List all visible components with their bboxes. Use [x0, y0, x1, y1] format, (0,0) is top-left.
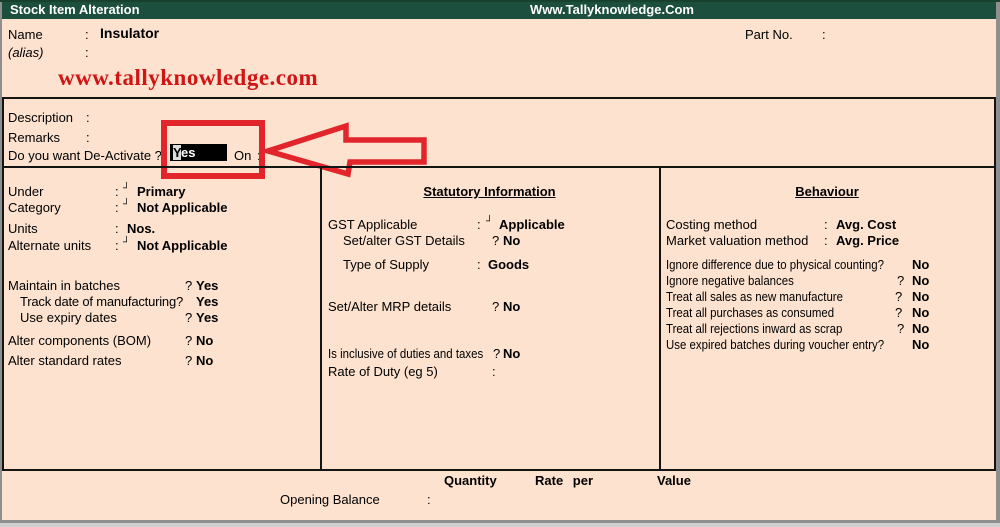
inclusive-duties-field[interactable]: No	[503, 346, 521, 361]
under-field[interactable]: Primary	[137, 184, 186, 199]
set-alter-mrp-q: ?	[492, 299, 500, 314]
part-no-colon: :	[822, 27, 826, 42]
description-label: Description	[8, 110, 74, 125]
divider-sections	[2, 166, 996, 168]
alter-bom-label: Alter components (BOM)	[8, 333, 152, 348]
purchases-consumed-label: Treat all purchases as consumed	[666, 305, 835, 320]
form-border-left	[2, 97, 4, 469]
remarks-label: Remarks	[8, 130, 61, 145]
alter-standard-rates-q: ?	[185, 353, 193, 368]
category-colon: :	[115, 200, 119, 215]
set-alter-mrp-field[interactable]: No	[503, 299, 521, 314]
market-valuation-field[interactable]: Avg. Price	[836, 233, 900, 248]
window-frame-right	[996, 2, 1000, 527]
alternate-units-field[interactable]: Not Applicable	[137, 238, 228, 253]
track-manufacturing-label: Track date of manufacturing?	[20, 294, 184, 309]
alter-standard-rates-label: Alter standard rates	[8, 353, 122, 368]
type-of-supply-label: Type of Supply	[343, 257, 429, 272]
category-label: Category	[8, 200, 61, 215]
opening-balance-colon: :	[427, 492, 431, 507]
deactivate-on-colon: :	[257, 148, 261, 163]
name-label: Name	[8, 27, 43, 42]
costing-method-field[interactable]: Avg. Cost	[836, 217, 897, 232]
gst-applicable-field[interactable]: Applicable	[499, 217, 565, 232]
market-valuation-label: Market valuation method	[666, 233, 809, 248]
use-expiry-q: ?	[185, 310, 193, 325]
under-colon: :	[115, 184, 119, 199]
description-colon: :	[86, 110, 90, 125]
rejections-scrap-label: Treat all rejections inward as scrap	[666, 321, 843, 336]
category-field[interactable]: Not Applicable	[137, 200, 228, 215]
watermark-text: www.tallyknowledge.com	[58, 65, 319, 90]
gst-applicable-colon: :	[477, 217, 481, 232]
window-title: Stock Item Alteration	[10, 2, 140, 17]
list-selector-icon: ┘	[123, 199, 131, 210]
quantity-column-header: Quantity	[444, 473, 497, 488]
deactivate-label: Do you want De-Activate ?	[8, 148, 162, 163]
alias-colon: :	[85, 45, 89, 60]
window-frame-bottom-edge	[0, 523, 1000, 527]
ignore-negative-label: Ignore negative balances	[666, 273, 794, 288]
units-colon: :	[115, 221, 119, 236]
opening-balance-label: Opening Balance	[280, 492, 380, 507]
name-colon: :	[85, 27, 89, 42]
inclusive-duties-label: Is inclusive of duties and taxes	[328, 346, 484, 361]
track-manufacturing-field[interactable]: Yes	[196, 294, 219, 309]
list-selector-icon: ┘	[123, 183, 131, 194]
list-selector-icon: ┘	[123, 237, 131, 248]
use-expiry-label: Use expiry dates	[20, 310, 117, 325]
ignore-physical-diff-label: Ignore difference due to physical counting?	[666, 257, 884, 272]
expired-batches-label: Use expired batches during voucher entry?	[666, 337, 885, 352]
alternate-units-label: Alternate units	[8, 238, 92, 253]
divider-header	[2, 97, 996, 99]
set-alter-mrp-label: Set/Alter MRP details	[328, 299, 452, 314]
units-field[interactable]: Nos.	[127, 221, 156, 236]
alias-label: (alias)	[8, 45, 44, 60]
name-field[interactable]: Insulator	[100, 25, 160, 41]
deactivate-on-label: On	[234, 148, 252, 163]
alter-bom-q: ?	[185, 333, 193, 348]
alter-bom-field[interactable]: No	[196, 333, 214, 348]
divider-footer	[2, 469, 996, 471]
set-alter-gst-label: Set/alter GST Details	[343, 233, 465, 248]
rate-of-duty-label: Rate of Duty (eg 5)	[328, 364, 438, 379]
title-bar	[2, 2, 996, 19]
rate-of-duty-colon: :	[492, 364, 496, 379]
statutory-heading: Statutory Information	[423, 184, 556, 199]
ignore-physical-diff-field[interactable]: No	[912, 257, 930, 272]
maintain-batches-q: ?	[185, 278, 193, 293]
behaviour-heading: Behaviour	[795, 184, 859, 199]
under-label: Under	[8, 184, 44, 199]
maintain-batches-label: Maintain in batches	[8, 278, 121, 293]
costing-method-label: Costing method	[666, 217, 758, 232]
type-of-supply-colon: :	[477, 257, 481, 272]
value-column-header: Value	[657, 473, 691, 488]
inclusive-duties-q: ?	[493, 346, 501, 361]
maintain-batches-field[interactable]: Yes	[196, 278, 219, 293]
purchases-consumed-q: ?	[895, 305, 903, 320]
deactivate-field[interactable]: Yes	[170, 144, 227, 161]
sales-new-manufacture-label: Treat all sales as new manufacture	[666, 289, 843, 304]
market-valuation-colon: :	[824, 233, 828, 248]
gst-applicable-label: GST Applicable	[328, 217, 418, 232]
use-expiry-field[interactable]: Yes	[196, 310, 219, 325]
alternate-units-colon: :	[115, 238, 119, 253]
rejections-scrap-field[interactable]: No	[912, 321, 930, 336]
sales-new-manufacture-q: ?	[895, 289, 903, 304]
set-alter-gst-field[interactable]: No	[503, 233, 521, 248]
purchases-consumed-field[interactable]: No	[912, 305, 930, 320]
rate-per-column-header: Rate per	[535, 473, 594, 488]
type-of-supply-field[interactable]: Goods	[488, 257, 530, 272]
alter-standard-rates-field[interactable]: No	[196, 353, 214, 368]
remarks-colon: :	[86, 130, 90, 145]
ignore-negative-q: ?	[897, 273, 905, 288]
column-divider-2	[659, 166, 661, 469]
rejections-scrap-q: ?	[897, 321, 905, 336]
expired-batches-field[interactable]: No	[912, 337, 930, 352]
set-alter-gst-q: ?	[492, 233, 500, 248]
ignore-negative-field[interactable]: No	[912, 273, 930, 288]
form-border-right	[994, 97, 996, 469]
units-label: Units	[8, 221, 38, 236]
part-no-label: Part No.	[745, 27, 793, 42]
arrow-annotation	[240, 105, 440, 190]
list-selector-icon: ┘	[486, 216, 494, 227]
column-divider-1	[320, 166, 322, 469]
costing-method-colon: :	[824, 217, 828, 232]
titlebar-site-text: Www.Tallyknowledge.Com	[530, 2, 694, 17]
sales-new-manufacture-field[interactable]: No	[912, 289, 930, 304]
